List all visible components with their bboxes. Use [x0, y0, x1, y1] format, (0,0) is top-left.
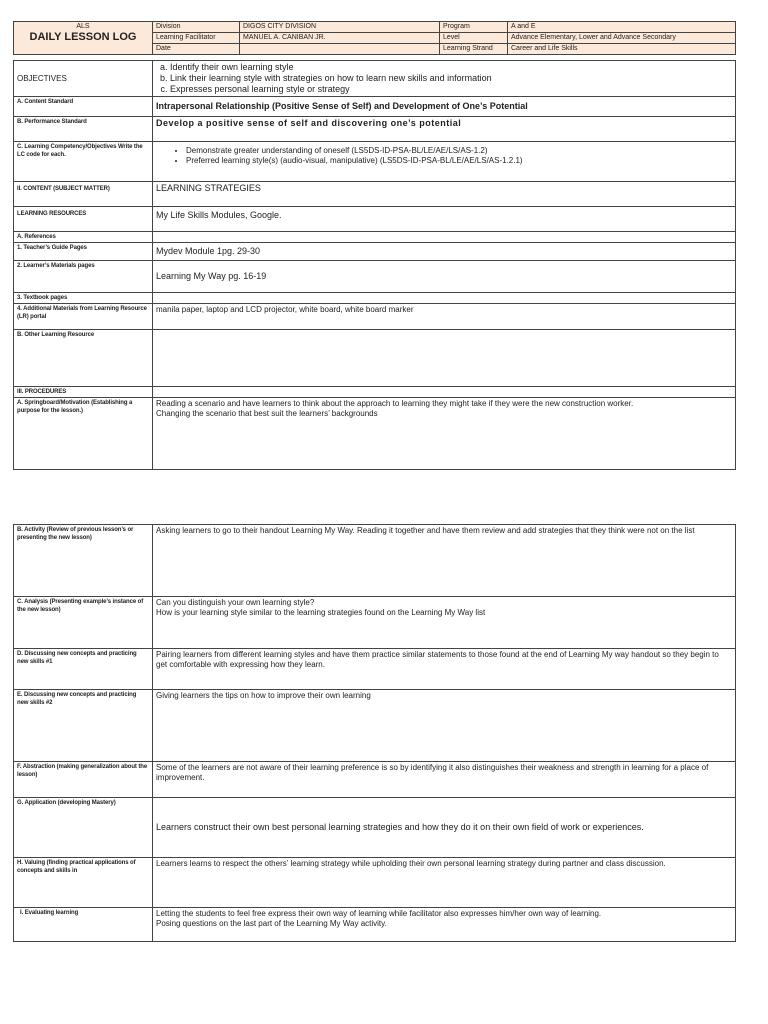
- competency-cell: [153, 142, 736, 182]
- learning-resources-text: My Life Skills Modules, Google.: [153, 207, 736, 232]
- activity-text: Asking learners to go to their handout Learning My Way. Reading it together and have them review and add strategies that they think were not on the list: [153, 525, 736, 597]
- evaluating-cell: [153, 908, 736, 942]
- learners-materials-text: Learning My Way pg. 16-19: [153, 261, 736, 293]
- learners-materials-label: 2. Learner’s Materials pages: [14, 261, 153, 293]
- application-text: Learners construct their own best personal learning strategies and how they do it on their own field of work or experiences.: [153, 798, 736, 858]
- springboard-text-1: Reading a scenario and have learners to think about the approach to learning they might take if they were the new construction worker.: [156, 399, 634, 408]
- application-label: G. Application (developing Mastery): [14, 798, 153, 858]
- objective-item: a. Identify their own learning style: [170, 62, 732, 73]
- additional-materials-label: 4. Additional Materials from Learning Resource (LR) portal: [14, 304, 153, 330]
- textbook-text: [153, 293, 736, 304]
- other-resource-label: B. Other Learning Resource: [14, 330, 153, 387]
- other-resource-text: [153, 330, 736, 387]
- program-value: A and E: [508, 22, 736, 33]
- level-label: Level: [440, 33, 508, 44]
- competency-list: [156, 146, 732, 166]
- competency-item: • Demonstrate greater understanding of oneself (LS5DS-ID-PSA-BL/LE/AE/LS/AS-1.2): [186, 146, 732, 156]
- textbook-label: 3. Textbook pages: [14, 293, 153, 304]
- activity-label: B. Activity (Review of previous lesson’s or presenting the new lesson): [14, 525, 153, 597]
- lesson-log-page-1: [13, 21, 736, 470]
- references-empty: [153, 232, 736, 243]
- abstraction-text: Some of the learners are not aware of their learning preference is so by identifying it also distinguishes their weakness and strength in learning for a place of improvement.: [153, 762, 736, 798]
- teachers-guide-label: 1. Teacher’s Guide Pages: [14, 243, 153, 261]
- competency-label: C. Learning Competency/Objectives Write the LC code for each.: [14, 142, 153, 182]
- division-value: DIGOS CITY DIVISION: [240, 22, 440, 33]
- valuing-label: H. Valuing (finding practical applications of concepts and skills in: [14, 858, 153, 908]
- lesson-log-page-2: [13, 524, 736, 942]
- content-standard-text: Intrapersonal Relationship (Positive Sense of Self) and Development of One’s Potential: [153, 97, 736, 117]
- level-value: Advance Elementary, Lower and Advance Secondary: [508, 33, 736, 44]
- valuing-text: Learners learns to respect the others’ learning strategy while upholding their own personal learning strategy during partner and class discussion.: [153, 858, 736, 908]
- header-title-cell: [14, 22, 153, 55]
- objective-item: b. Link their learning style with strategies on how to learn new skills and information: [170, 73, 732, 84]
- content-standard-label: A. Content Standard: [14, 97, 153, 117]
- evaluating-text-1: Letting the students to feel free express their own way of learning while facilitator also expresses him/her own way of learning.: [156, 909, 602, 918]
- discussing-1-label: D. Discussing new concepts and practicing new skills #1: [14, 649, 153, 690]
- division-label: Division: [153, 22, 240, 33]
- references-label: A. References: [14, 232, 153, 243]
- springboard-label: A. Springboard/Motivation (Establishing a purpose for the lesson.): [14, 398, 153, 470]
- procedures-label: III. PROCEDURES: [14, 387, 153, 398]
- discussing-1-text: Pairing learners from different learning styles and have them practice similar statements to those found at the end of Learning My way handout so they begin to get comfortable with expressing how they learn.: [153, 649, 736, 690]
- springboard-text-2: Changing the scenario that best suit the learners’ backgrounds: [156, 409, 378, 418]
- procedures-empty: [153, 387, 736, 398]
- facilitator-label: Learning Facilitator: [153, 33, 240, 44]
- analysis-cell: [153, 597, 736, 649]
- analysis-text-1: Can you distinguish your own learning style?: [156, 598, 315, 607]
- objective-item: c. Expresses personal learning style or strategy: [170, 84, 732, 95]
- evaluating-text-2: Posing questions on the last part of the Learning My Way activity.: [156, 919, 387, 928]
- date-label: Date: [153, 44, 240, 55]
- als-label: ALS: [76, 23, 90, 30]
- date-value: [240, 44, 440, 55]
- objectives-list: [156, 62, 732, 95]
- performance-standard-text: Develop a positive sense of self and discovering one’s potential: [153, 117, 736, 142]
- strand-label: Learning Strand: [440, 44, 508, 55]
- objectives-label: OBJECTIVES: [14, 61, 153, 97]
- strand-value: Career and Life Skills: [508, 44, 736, 55]
- facilitator-value: MANUEL A. CANIBAN JR.: [240, 33, 440, 44]
- page-title: DAILY LESSON LOG: [29, 31, 137, 43]
- discussing-2-text: Giving learners the tips on how to improve their own learning: [153, 690, 736, 762]
- abstraction-label: F. Abstraction (making generalization about the lesson): [14, 762, 153, 798]
- subject-matter-text: LEARNING STRATEGIES: [153, 182, 736, 207]
- subject-matter-label: II. CONTENT (SUBJECT MATTER): [14, 182, 153, 207]
- learning-resources-label: LEARNING RESOURCES: [14, 207, 153, 232]
- program-label: Program: [440, 22, 508, 33]
- competency-item: • Preferred learning style(s) (audio-visual, manipulative) (LS5DS-ID-PSA-BL/LE/AE/LS/AS-1.2.1): [186, 156, 732, 166]
- analysis-text-2: How is your learning style similar to the learning strategies found on the Learning My Way list: [156, 608, 486, 617]
- analysis-label: C. Analysis (Presenting example’s instance of the new lesson): [14, 597, 153, 649]
- springboard-cell: [153, 398, 736, 470]
- discussing-2-label: E. Discussing new concepts and practicing new skills #2: [14, 690, 153, 762]
- additional-materials-text: manila paper, laptop and LCD projector, white board, white board marker: [153, 304, 736, 330]
- evaluating-label: I. Evaluating learning: [14, 908, 153, 942]
- teachers-guide-text: Mydev Module 1pg. 29-30: [153, 243, 736, 261]
- performance-standard-label: B. Performance Standard: [14, 117, 153, 142]
- objectives-cell: [153, 61, 736, 97]
